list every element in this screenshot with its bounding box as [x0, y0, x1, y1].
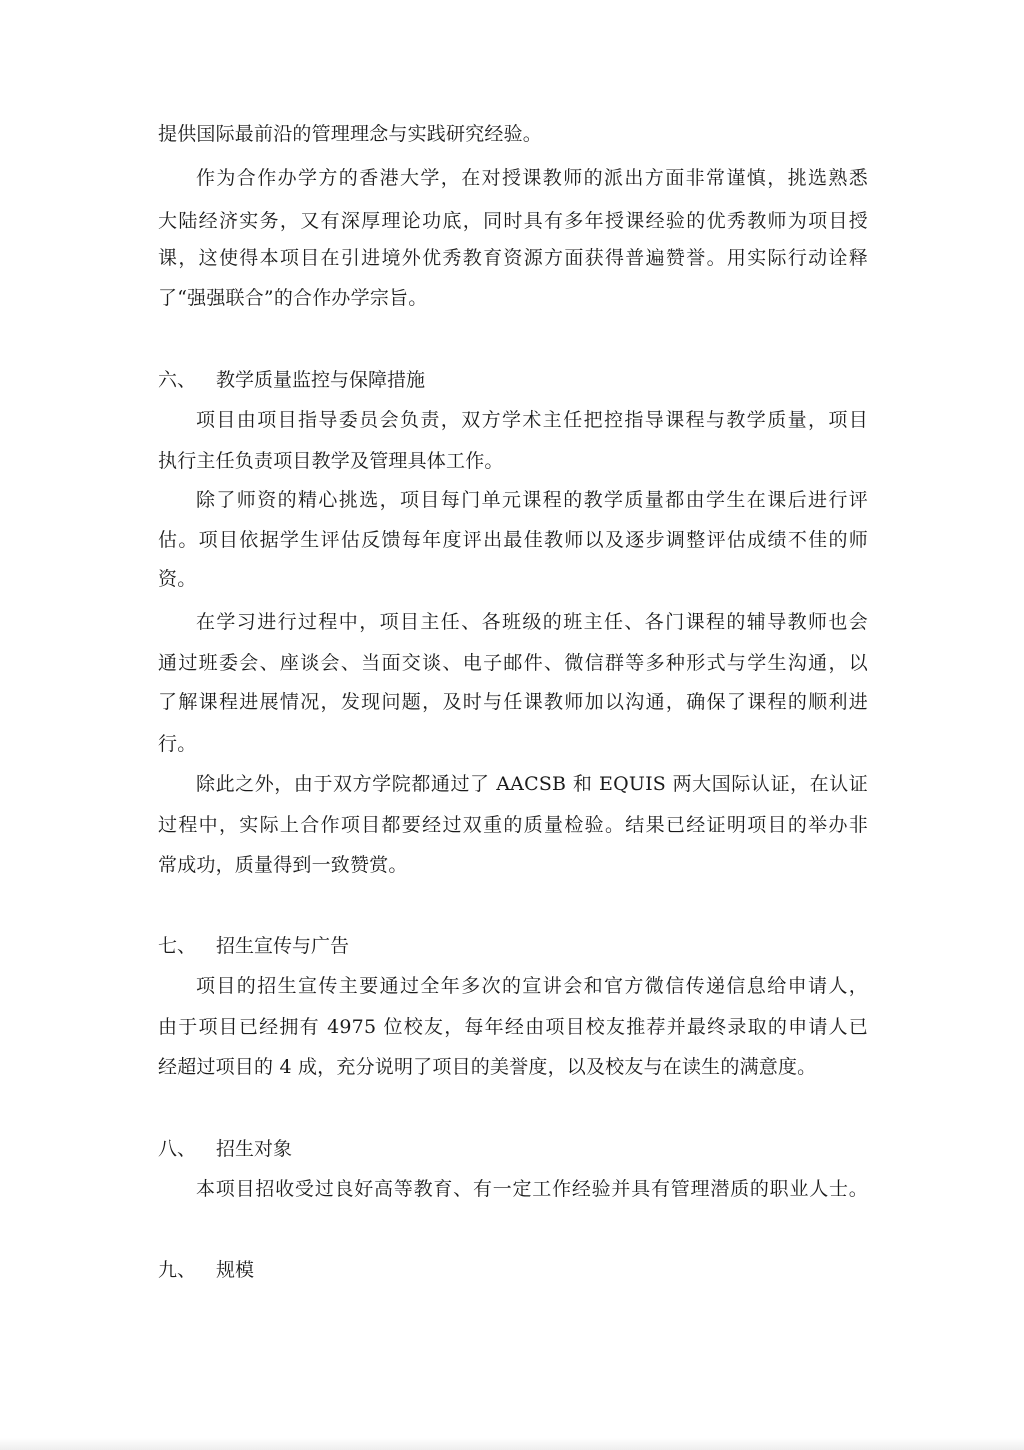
body-text-line: 经超过项目的 4 成，充分说明了项目的美誉度，以及校友与在读生的满意度。 [158, 1056, 817, 1078]
section-title: 规模 [216, 1259, 255, 1281]
body-text-line: 了“强强联合”的合作办学宗旨。 [158, 287, 428, 309]
body-text-line: 过程中，实际上合作项目都要经过双重的质量检验。结果已经证明项目的举办非 [158, 814, 868, 836]
body-text-line: 除了师资的精心挑选，项目每门单元课程的教学质量都由学生在课后进行评 [196, 489, 868, 511]
section-title: 招生宣传与广告 [216, 935, 350, 957]
body-text-line: 由于项目已经拥有 4975 位校友，每年经由项目校友推荐并最终录取的申请人已 [158, 1016, 868, 1038]
body-text-line: 本项目招收受过良好高等教育、有一定工作经验并具有管理潜质的职业人士。 [196, 1178, 868, 1200]
section-title: 教学质量监控与保障措施 [216, 369, 426, 391]
body-text-line: 除此之外，由于双方学院都通过了 AACSB 和 EQUIS 两大国际认证，在认证 [196, 773, 868, 795]
section-number: 七、 [158, 935, 197, 957]
body-text-line: 行。 [158, 733, 197, 755]
body-text-line: 在学习进行过程中，项目主任、各班级的班主任、各门课程的辅导教师也会 [196, 611, 868, 633]
body-text-line: 大陆经济实务，又有深厚理论功底，同时具有多年授课经验的优秀教师为项目授 [158, 210, 868, 232]
section-heading-9 [158, 1258, 254, 1282]
body-text-line: 估。项目依据学生评估反馈每年度评出最佳教师以及逐步调整评估成绩不佳的师 [158, 529, 868, 551]
body-text-line: 执行主任负责项目教学及管理具体工作。 [158, 450, 504, 472]
section-number: 六、 [158, 369, 197, 391]
section-heading-8 [158, 1137, 292, 1161]
body-text-line: 通过班委会、座谈会、当面交谈、电子邮件、微信群等多种形式与学生沟通，以 [158, 652, 868, 674]
body-text-line: 课，这使得本项目在引进境外优秀教育资源方面获得普遍赞誉。用实际行动诠释 [158, 247, 868, 269]
section-number: 九、 [158, 1259, 197, 1281]
body-text-line: 了解课程进展情况，发现问题，及时与任课教师加以沟通，确保了课程的顺利进 [158, 691, 868, 713]
section-number: 八、 [158, 1138, 197, 1160]
body-text-line: 提供国际最前沿的管理理念与实践研究经验。 [158, 123, 543, 145]
body-text-line: 项目的招生宣传主要通过全年多次的宣讲会和官方微信传递信息给申请人， [196, 975, 868, 997]
section-heading-6 [158, 368, 425, 392]
section-heading-7 [158, 934, 349, 958]
section-title: 招生对象 [216, 1138, 293, 1160]
body-text-line: 项目由项目指导委员会负责，双方学术主任把控指导课程与教学质量，项目 [196, 409, 868, 431]
body-text-line: 资。 [158, 568, 197, 590]
scan-edge-shade [0, 1438, 1024, 1450]
body-text-line: 常成功，质量得到一致赞赏。 [158, 854, 408, 876]
body-text-line: 作为合作办学方的香港大学，在对授课教师的派出方面非常谨慎，挑选熟悉 [196, 167, 868, 189]
